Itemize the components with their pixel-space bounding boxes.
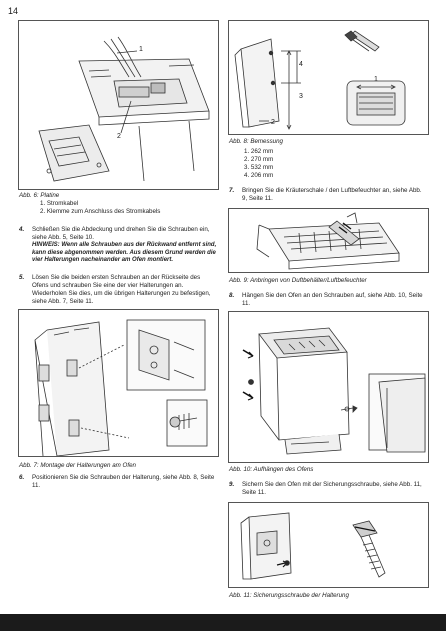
figure-8-callout-2: 2 [271,119,275,126]
figure-8-legend-item: 2. 270 mm [244,156,274,163]
step-4-hint: HINWEIS: Wenn alle Schrauben aus der Rückwand entfernt sind, kann diese abgenommen werden. Aus diesem Grund werden die vier Halterungen nacheinander am Ofen montiert. [32,242,217,263]
step-8 [229,292,428,308]
step-8-number: 8. [229,292,235,299]
figure-8-legend-item: 4. 206 mm [244,172,274,179]
step-6-text: Positionieren Sie die Schrauben der Halterung, siehe Abb. 8, Seite 11. [32,474,215,489]
step-9 [229,481,428,497]
step-5-number: 5. [19,274,25,281]
figure-11-caption: Abb. 11: Sicherungsschraube der Halterung [229,592,349,599]
step-4-text: Schließen Sie die Abdeckung und drehen Sie die Schrauben ein, siehe Abb. 5, Seite 10. [32,226,210,241]
herb-tray-illustration [229,209,428,272]
circuit-board-illustration [19,21,218,189]
step-9-text: Sichern Sie den Ofen mit der Sicherungsschraube, siehe Abb. 11, Seite 11. [242,481,422,496]
page-number: 14 [8,6,19,16]
figure-6-legend [40,200,160,216]
figure-11-safety-screw [228,502,429,588]
figure-6-legend-item: 1. Stromkabel [40,200,79,207]
figure-8-caption: Abb. 8: Bemessung [229,138,284,145]
footer-bar [0,614,446,631]
step-4-number: 4. [19,226,25,233]
figure-6-callout-2: 2 [117,133,121,140]
step-9-number: 9. [229,481,235,488]
figure-7-caption: Abb. 7: Montage der Halterungen am Ofen [19,462,136,469]
figure-6-caption: Abb. 6: Platine [19,192,60,199]
safety-screw-illustration [229,503,428,587]
figure-10-hanging-heater [228,311,429,463]
figure-8-dimensions [228,20,429,135]
step-4 [19,226,218,265]
hanging-heater-illustration [229,312,428,462]
bracket-mounting-illustration [19,310,218,456]
figure-8-legend [244,148,273,180]
figure-9-herb-tray [228,208,429,273]
step-7-text: Bringen Sie die Kräuterschale / den Luftbefeuchter an, siehe Abb. 9, Seite 11. [242,187,422,202]
step-6-number: 6. [19,474,25,481]
step-8-text: Hängen Sie den Ofen an den Schrauben auf, siehe Abb. 10, Seite 11. [242,292,423,307]
dimensions-illustration [229,21,428,134]
step-6 [19,474,218,490]
figure-6-circuit-board [18,20,219,190]
step-7 [229,187,428,203]
step-5-text: Lösen Sie die beiden ersten Schrauben an der Rückseite des Ofens und schrauben Sie eine der vier Halterungen an. Wiederholen Sie dies, um die übrigen Halterungen zu befestigen, siehe Abb. 7, Seite 11. [32,274,211,305]
figure-7-bracket-mounting [18,309,219,457]
figure-6-callout-1: 1 [139,46,143,53]
step-7-number: 7. [229,187,235,194]
figure-8-callout-1: 1 [374,76,378,83]
figure-8-legend-item: 3. 532 mm [244,164,274,171]
step-5 [19,274,218,306]
figure-9-caption: Abb. 9: Anbringen von Duftbehälter/Luftbefeuchter [229,277,367,284]
figure-8-callout-4: 4 [299,61,303,68]
figure-6-legend-item: 2. Klemme zum Anschluss des Stromkabels [40,208,161,215]
figure-10-caption: Abb. 10: Aufhängen des Ofens [229,466,314,473]
figure-8-legend-item: 1. 262 mm [244,148,274,155]
figure-8-callout-3: 3 [299,93,303,100]
